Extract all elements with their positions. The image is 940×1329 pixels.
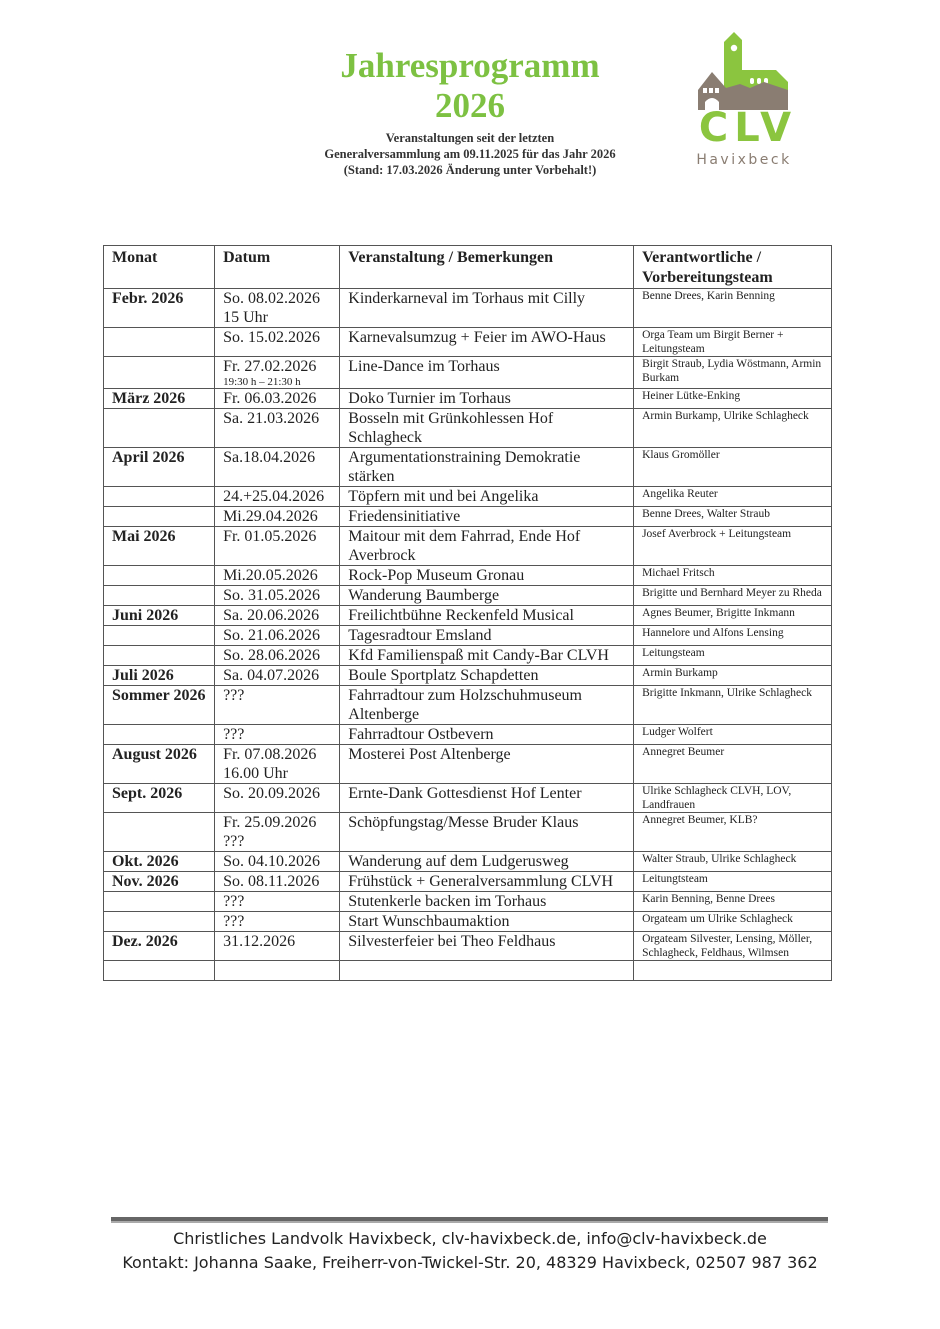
empty-table-row: [104, 961, 832, 981]
cell-date: [215, 527, 340, 566]
cell-event: Tagesradtour Emsland: [340, 626, 634, 646]
cell-team: Ulrike Schlagheck CLVH, LOV, Landfrauen: [634, 784, 832, 813]
table-body: [104, 289, 832, 981]
table-row: [104, 686, 832, 725]
date-text: So. 15.02.2026: [223, 329, 320, 346]
cell-date: [215, 813, 340, 852]
date-time-range: 19:30 h – 21:30 h: [223, 376, 301, 388]
cell-month: [104, 328, 215, 357]
date-text: ???: [223, 687, 245, 704]
cell-event: Fahrradtour zum Holzschuhmuseum Altenberge: [340, 686, 634, 725]
date-text: Sa. 20.06.2026: [223, 607, 320, 624]
church-village-icon: [694, 30, 794, 110]
cell-event: Kinderkarneval im Torhaus mit Cilly: [340, 289, 634, 328]
empty-cell: [215, 961, 340, 981]
cell-event: Kfd Familienspaß mit Candy-Bar CLVH: [340, 646, 634, 666]
date-text: ???: [223, 893, 245, 910]
cell-event: Stutenkerle backen im Torhaus: [340, 892, 634, 912]
table-header-row: [104, 246, 832, 289]
footer-contact: Kontakt: Johanna Saake, Freiherr-von-Twickel-Str. 20, 48329 Havixbeck, 02507 987 362: [122, 1253, 818, 1272]
table-row: [104, 606, 832, 626]
table-row: [104, 626, 832, 646]
cell-event: Maitour mit dem Fahrrad, Ende Hof Averbrock: [340, 527, 634, 566]
cell-team: Orga Team um Birgit Berner + Leitungsteam: [634, 328, 832, 357]
table-row: [104, 328, 832, 357]
cell-month: [104, 566, 215, 586]
date-text: So. 31.05.2026: [223, 587, 320, 604]
date-text: Mi.20.05.2026: [223, 567, 318, 584]
footer-divider: [111, 1217, 828, 1223]
cell-date: [215, 852, 340, 872]
cell-month: Sommer 2026: [104, 686, 215, 725]
table-row: [104, 666, 832, 686]
cell-date: [215, 745, 340, 784]
cell-team: Annegret Beumer, KLB?: [634, 813, 832, 852]
cell-month: [104, 725, 215, 745]
cell-date: [215, 912, 340, 932]
cell-month: Juli 2026: [104, 666, 215, 686]
cell-event: Doko Turnier im Torhaus: [340, 389, 634, 409]
table-row: [104, 646, 832, 666]
date-time: 15 Uhr: [223, 309, 268, 326]
cell-month: [104, 646, 215, 666]
cell-date: [215, 507, 340, 527]
cell-date: [215, 487, 340, 507]
cell-team: Karin Benning, Benne Drees: [634, 892, 832, 912]
cell-date: [215, 357, 340, 389]
cell-month: [104, 813, 215, 852]
cell-month: [104, 357, 215, 389]
cell-date: [215, 586, 340, 606]
cell-team: Brigitte und Bernhard Meyer zu Rheda: [634, 586, 832, 606]
date-text: Fr. 07.08.2026: [223, 746, 317, 763]
cell-date: [215, 409, 340, 448]
document-header: [290, 46, 650, 178]
cell-month: [104, 626, 215, 646]
date-text: Fr. 25.09.2026: [223, 814, 317, 831]
table-row: [104, 725, 832, 745]
table-row: [104, 872, 832, 892]
cell-date: [215, 872, 340, 892]
date-text: So. 04.10.2026: [223, 853, 320, 870]
cell-month: April 2026: [104, 448, 215, 487]
table-row: [104, 932, 832, 961]
subtitle-line-3: (Stand: 17.03.2026 Änderung unter Vorbehalt!): [343, 163, 597, 177]
date-text: 31.12.2026: [223, 933, 296, 950]
empty-cell: [340, 961, 634, 981]
table-row: [104, 586, 832, 606]
cell-month: Juni 2026: [104, 606, 215, 626]
cell-event: Karnevalsumzug + Feier im AWO-Haus: [340, 328, 634, 357]
date-text: ???: [223, 913, 245, 930]
cell-team: Leitungsteam: [634, 646, 832, 666]
cell-team: Benne Drees, Karin Benning: [634, 289, 832, 328]
program-table: [103, 245, 832, 981]
cell-event: Frühstück + Generalversammlung CLVH: [340, 872, 634, 892]
clv-logo: [694, 30, 798, 170]
cell-event: Mosterei Post Altenberge: [340, 745, 634, 784]
cell-date: [215, 646, 340, 666]
date-text: So. 21.06.2026: [223, 627, 320, 644]
date-time: ???: [223, 833, 245, 850]
cell-event: Töpfern mit und bei Angelika: [340, 487, 634, 507]
cell-team: Benne Drees, Walter Straub: [634, 507, 832, 527]
table-row: [104, 784, 832, 813]
empty-cell: [634, 961, 832, 981]
cell-date: [215, 448, 340, 487]
cell-event: Wanderung Baumberge: [340, 586, 634, 606]
date-text: Fr. 27.02.2026: [223, 358, 317, 375]
cell-month: Nov. 2026: [104, 872, 215, 892]
cell-month: [104, 586, 215, 606]
cell-event: Friedensinitiative: [340, 507, 634, 527]
title-line-1: Jahresprogramm: [340, 46, 600, 85]
cell-date: [215, 666, 340, 686]
cell-date: [215, 289, 340, 328]
table-row: [104, 448, 832, 487]
subtitle-line-1: Veranstaltungen seit der letzten: [385, 131, 555, 145]
table-row: [104, 289, 832, 328]
title-line-2: 2026: [435, 86, 505, 125]
logo-name: CLV: [698, 105, 798, 151]
header-team: Verantwortliche / Vorbereitungsteam: [634, 246, 832, 289]
empty-cell: [104, 961, 215, 981]
cell-team: Michael Fritsch: [634, 566, 832, 586]
date-text: So. 08.02.2026: [223, 290, 320, 307]
table-row: [104, 527, 832, 566]
cell-team: Agnes Beumer, Brigitte Inkmann: [634, 606, 832, 626]
cell-date: [215, 606, 340, 626]
cell-team: Armin Burkamp, Ulrike Schlagheck: [634, 409, 832, 448]
table-row: [104, 409, 832, 448]
cell-month: [104, 409, 215, 448]
cell-month: Dez. 2026: [104, 932, 215, 961]
cell-event: Fahrradtour Ostbevern: [340, 725, 634, 745]
cell-date: [215, 328, 340, 357]
table-row: [104, 566, 832, 586]
date-text: 24.+25.04.2026: [223, 488, 325, 505]
cell-event: Ernte-Dank Gottesdienst Hof Lenter: [340, 784, 634, 813]
date-text: So. 20.09.2026: [223, 785, 320, 802]
cell-month: [104, 912, 215, 932]
cell-team: Annegret Beumer: [634, 745, 832, 784]
cell-team: Orgateam um Ulrike Schlagheck: [634, 912, 832, 932]
cell-date: [215, 686, 340, 725]
cell-event: Line-Dance im Torhaus: [340, 357, 634, 389]
cell-date: [215, 566, 340, 586]
cell-month: März 2026: [104, 389, 215, 409]
date-text: Fr. 01.05.2026: [223, 528, 317, 545]
cell-team: Angelika Reuter: [634, 487, 832, 507]
cell-team: Ludger Wolfert: [634, 725, 832, 745]
cell-event: Rock-Pop Museum Gronau: [340, 566, 634, 586]
table-row: [104, 892, 832, 912]
cell-team: Klaus Gromöller: [634, 448, 832, 487]
cell-month: Okt. 2026: [104, 852, 215, 872]
date-text: So. 08.11.2026: [223, 873, 320, 890]
table-row: [104, 357, 832, 389]
cell-event: Argumentationstraining Demokratie stärken: [340, 448, 634, 487]
date-text: Sa. 04.07.2026: [223, 667, 320, 684]
header-date: Datum: [215, 246, 340, 289]
cell-event: Schöpfungstag/Messe Bruder Klaus: [340, 813, 634, 852]
cell-month: Febr. 2026: [104, 289, 215, 328]
date-text: Sa.18.04.2026: [223, 449, 316, 466]
subtitle: [290, 130, 650, 178]
date-text: Sa. 21.03.2026: [223, 410, 320, 427]
table-row: [104, 852, 832, 872]
cell-month: [104, 507, 215, 527]
cell-event: Silvesterfeier bei Theo Feldhaus: [340, 932, 634, 961]
cell-month: [104, 487, 215, 507]
table-row: [104, 487, 832, 507]
cell-date: [215, 389, 340, 409]
cell-date: [215, 626, 340, 646]
cell-team: Walter Straub, Ulrike Schlagheck: [634, 852, 832, 872]
header-event: Veranstaltung / Bemerkungen: [340, 246, 634, 289]
cell-team: Hannelore und Alfons Lensing: [634, 626, 832, 646]
date-text: Fr. 06.03.2026: [223, 390, 317, 407]
cell-month: August 2026: [104, 745, 215, 784]
table-row: [104, 389, 832, 409]
cell-team: Leitungtsteam: [634, 872, 832, 892]
cell-month: [104, 892, 215, 912]
subtitle-line-2: Generalversammlung am 09.11.2025 für das Jahr 2026: [324, 147, 616, 161]
cell-event: Boule Sportplatz Schapdetten: [340, 666, 634, 686]
date-text: Mi.29.04.2026: [223, 508, 318, 525]
cell-month: Sept. 2026: [104, 784, 215, 813]
table-row: [104, 507, 832, 527]
cell-team: Birgit Straub, Lydia Wöstmann, Armin Burkam: [634, 357, 832, 389]
header-month: Monat: [104, 246, 215, 289]
cell-date: [215, 932, 340, 961]
cell-event: Wanderung auf dem Ludgerusweg: [340, 852, 634, 872]
cell-date: [215, 725, 340, 745]
cell-team: Armin Burkamp: [634, 666, 832, 686]
cell-event: Freilichtbühne Reckenfeld Musical: [340, 606, 634, 626]
date-text: ???: [223, 726, 245, 743]
cell-date: [215, 892, 340, 912]
footer-organization: Christliches Landvolk Havixbeck, clv-havixbeck.de, info@clv-havixbeck.de: [173, 1229, 767, 1248]
cell-team: Brigitte Inkmann, Ulrike Schlagheck: [634, 686, 832, 725]
cell-event: Bosseln mit Grünkohlessen Hof Schlagheck: [340, 409, 634, 448]
cell-team: Josef Averbrock + Leitungsteam: [634, 527, 832, 566]
date-time: 16.00 Uhr: [223, 765, 288, 782]
table-row: [104, 912, 832, 932]
logo-place: Havixbeck: [696, 152, 792, 168]
cell-event: Start Wunschbaumaktion: [340, 912, 634, 932]
table-row: [104, 745, 832, 784]
cell-month: Mai 2026: [104, 527, 215, 566]
cell-date: [215, 784, 340, 813]
cell-team: Heiner Lütke-Enking: [634, 389, 832, 409]
date-text: So. 28.06.2026: [223, 647, 320, 664]
cell-team: Orgateam Silvester, Lensing, Möller, Schlagheck, Feldhaus, Wilmsen: [634, 932, 832, 961]
table-row: [104, 813, 832, 852]
